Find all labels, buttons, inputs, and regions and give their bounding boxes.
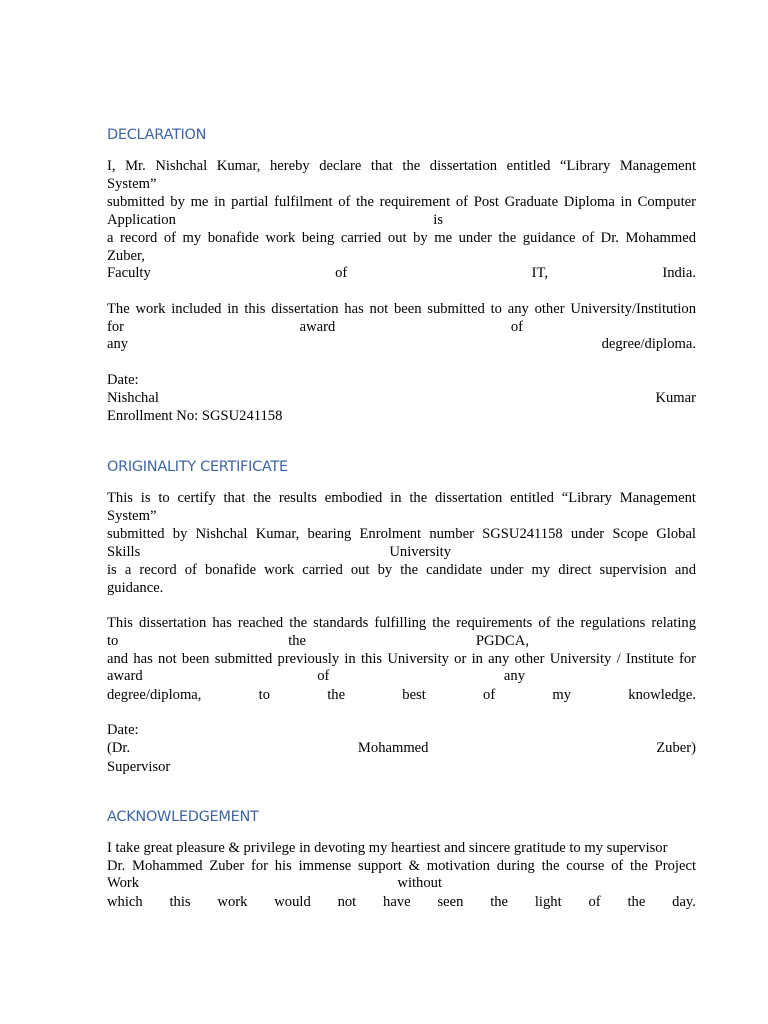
declaration-row-faculty xyxy=(107,264,696,282)
originality-row-skills xyxy=(107,543,451,561)
originality-line-not-submitted: and has not been submitted previously in this University or in any other University / Institute for xyxy=(107,651,696,667)
word: light xyxy=(534,894,562,910)
word: day. xyxy=(672,894,696,910)
word: award xyxy=(107,668,143,684)
declaration-row-any-degree xyxy=(107,335,696,353)
word: of xyxy=(510,319,523,335)
originality-line-certify: This is to certify that the results embodied in the dissertation entitled “Library Management xyxy=(107,490,696,506)
word: without xyxy=(397,875,442,891)
originality-heading: ORIGINALITY CERTIFICATE xyxy=(107,459,288,475)
word: Zuber) xyxy=(656,740,696,756)
declaration-row-name xyxy=(107,389,696,407)
declaration-line-work: The work included in this dissertation has not been submitted to any other University/Institution xyxy=(107,301,696,317)
acknowledgement-line-pleasure: I take great pleasure & privilege in devoting my heartiest and sincere gratitude to my supervisor xyxy=(107,840,668,856)
originality-date-label: Date: xyxy=(107,722,139,738)
word: Mohammed xyxy=(357,740,429,756)
word: India. xyxy=(662,265,696,281)
word: award xyxy=(299,319,336,335)
declaration-date-label: Date: xyxy=(107,372,139,388)
originality-row-to-pgdca xyxy=(107,632,529,650)
word: which xyxy=(107,894,143,910)
word: of xyxy=(335,265,348,281)
word: this xyxy=(169,894,191,910)
word: University xyxy=(389,544,451,560)
originality-line-system: System” xyxy=(107,508,157,524)
declaration-line-2: System” xyxy=(107,176,157,192)
word: any xyxy=(107,336,129,352)
word: of xyxy=(588,894,601,910)
word: to xyxy=(107,633,119,649)
word: my xyxy=(552,687,572,703)
word: Skills xyxy=(107,544,141,560)
originality-row-supervisor-name xyxy=(107,739,696,757)
word: degree/diploma, xyxy=(107,687,202,703)
word: knowledge. xyxy=(628,687,696,703)
originality-supervisor-label: Supervisor xyxy=(107,759,171,775)
word: the xyxy=(288,633,307,649)
originality-line-reached: This dissertation has reached the standards fulfilling the requirements of the regulations relating xyxy=(107,615,696,631)
word: the xyxy=(490,894,509,910)
originality-row-degree-knowledge xyxy=(107,686,696,704)
word: the xyxy=(627,894,646,910)
declaration-line-1: I, Mr. Nishchal Kumar, hereby declare that the dissertation entitled “Library Management xyxy=(107,158,696,174)
word: Kumar xyxy=(655,390,696,406)
word: not xyxy=(337,894,357,910)
word: Faculty xyxy=(107,265,151,281)
word: would xyxy=(274,894,311,910)
originality-line-submitted: submitted by Nishchal Kumar, bearing Enrolment number SGSU241158 under Scope Global xyxy=(107,526,696,542)
word: degree/diploma. xyxy=(601,336,696,352)
originality-line-record: is a record of bonafide work carried out by the candidate under my direct supervision and xyxy=(107,562,696,578)
word: Nishchal xyxy=(107,390,159,406)
word: best xyxy=(402,687,426,703)
word: the xyxy=(327,687,346,703)
declaration-row-for-award xyxy=(107,318,523,336)
word: have xyxy=(383,894,411,910)
word: PGDCA, xyxy=(475,633,529,649)
declaration-heading: DECLARATION xyxy=(107,127,207,143)
word: Work xyxy=(107,875,140,891)
declaration-line-3: submitted by me in partial fulfilment of the requirement of Post Graduate Diploma in Computer xyxy=(107,194,696,210)
word: (Dr. xyxy=(107,740,131,756)
acknowledgement-line-zuber: Dr. Mohammed Zuber for his immense support & motivation during the course of the Project xyxy=(107,858,696,874)
originality-line-guidance: guidance. xyxy=(107,580,164,596)
word: is xyxy=(433,212,443,228)
acknowledgement-heading: ACKNOWLEDGEMENT xyxy=(107,809,259,825)
word: work xyxy=(217,894,248,910)
declaration-enrollment: Enrollment No: SGSU241158 xyxy=(107,408,283,424)
word: of xyxy=(483,687,496,703)
word: any xyxy=(503,668,525,684)
word: IT, xyxy=(531,265,548,281)
acknowledgement-row-light-day xyxy=(107,893,696,911)
word: for xyxy=(107,319,125,335)
originality-row-award-any xyxy=(107,667,525,685)
declaration-row-application xyxy=(107,211,443,229)
declaration-line-zuber: Zuber, xyxy=(107,248,145,264)
acknowledgement-row-work-without xyxy=(107,874,442,892)
word: Application xyxy=(107,212,176,228)
word: to xyxy=(258,687,270,703)
word: of xyxy=(317,668,330,684)
declaration-line-record: a record of my bonafide work being carried out by me under the guidance of Dr. Mohammed xyxy=(107,230,696,246)
word: seen xyxy=(437,894,464,910)
